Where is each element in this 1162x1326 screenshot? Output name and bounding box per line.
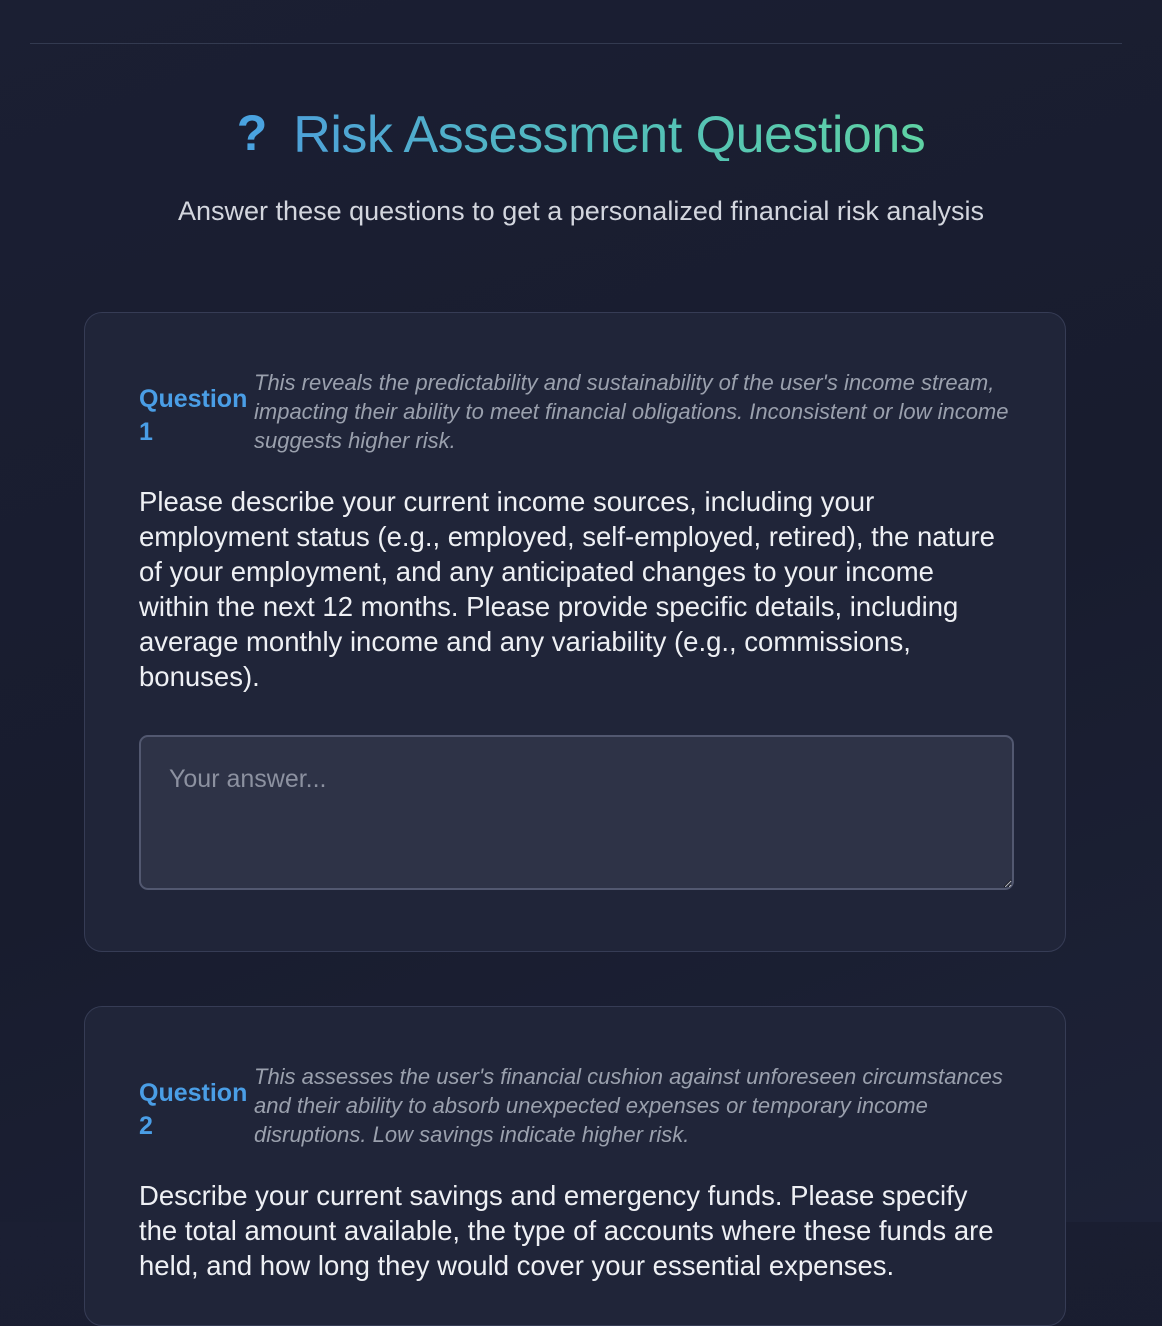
page-title: Risk Assessment Questions (293, 106, 926, 164)
question-text: Please describe your current income sources, including your employment status (e.g., employed, self-employed, retired), the nature of your employment, and any anticipated changes to your income within the next 12 months. Please provide specific details, including average monthly income and any variability (e.g., commissions, bonuses). (139, 486, 995, 692)
question-hint: This assesses the user's financial cushion against unforeseen circumstances and their ability to absorb unexpected expenses or temporary income disruptions. Low savings indicate higher risk. (254, 1064, 1003, 1147)
question-header (139, 1062, 1011, 1149)
question-mark-icon: ? (236, 105, 268, 161)
page-header (0, 100, 1162, 227)
question-number: 1 (139, 418, 153, 446)
question-label (139, 368, 254, 455)
question-text: Describe your current savings and emergency funds. Please specify the total amount available, the type of accounts where these funds are held, and how long they would cover your essential expenses. (139, 1180, 994, 1281)
question-hint: This reveals the predictability and sustainability of the user's income stream, impacting their ability to meet financial obligations. Inconsistent or low income suggests higher risk. (254, 370, 1009, 453)
question-label-word: Question (139, 1079, 248, 1107)
top-divider (30, 43, 1122, 44)
question-card-1 (84, 312, 1066, 952)
question-label (139, 1062, 254, 1149)
title-row (0, 100, 1162, 170)
page-subtitle: Answer these questions to get a personalized financial risk analysis (178, 196, 984, 226)
question-card-2 (84, 1006, 1066, 1326)
question-header (139, 368, 1011, 455)
question-number: 2 (139, 1112, 153, 1140)
question-label-word: Question (139, 385, 248, 413)
answer-input[interactable] (139, 735, 1014, 890)
